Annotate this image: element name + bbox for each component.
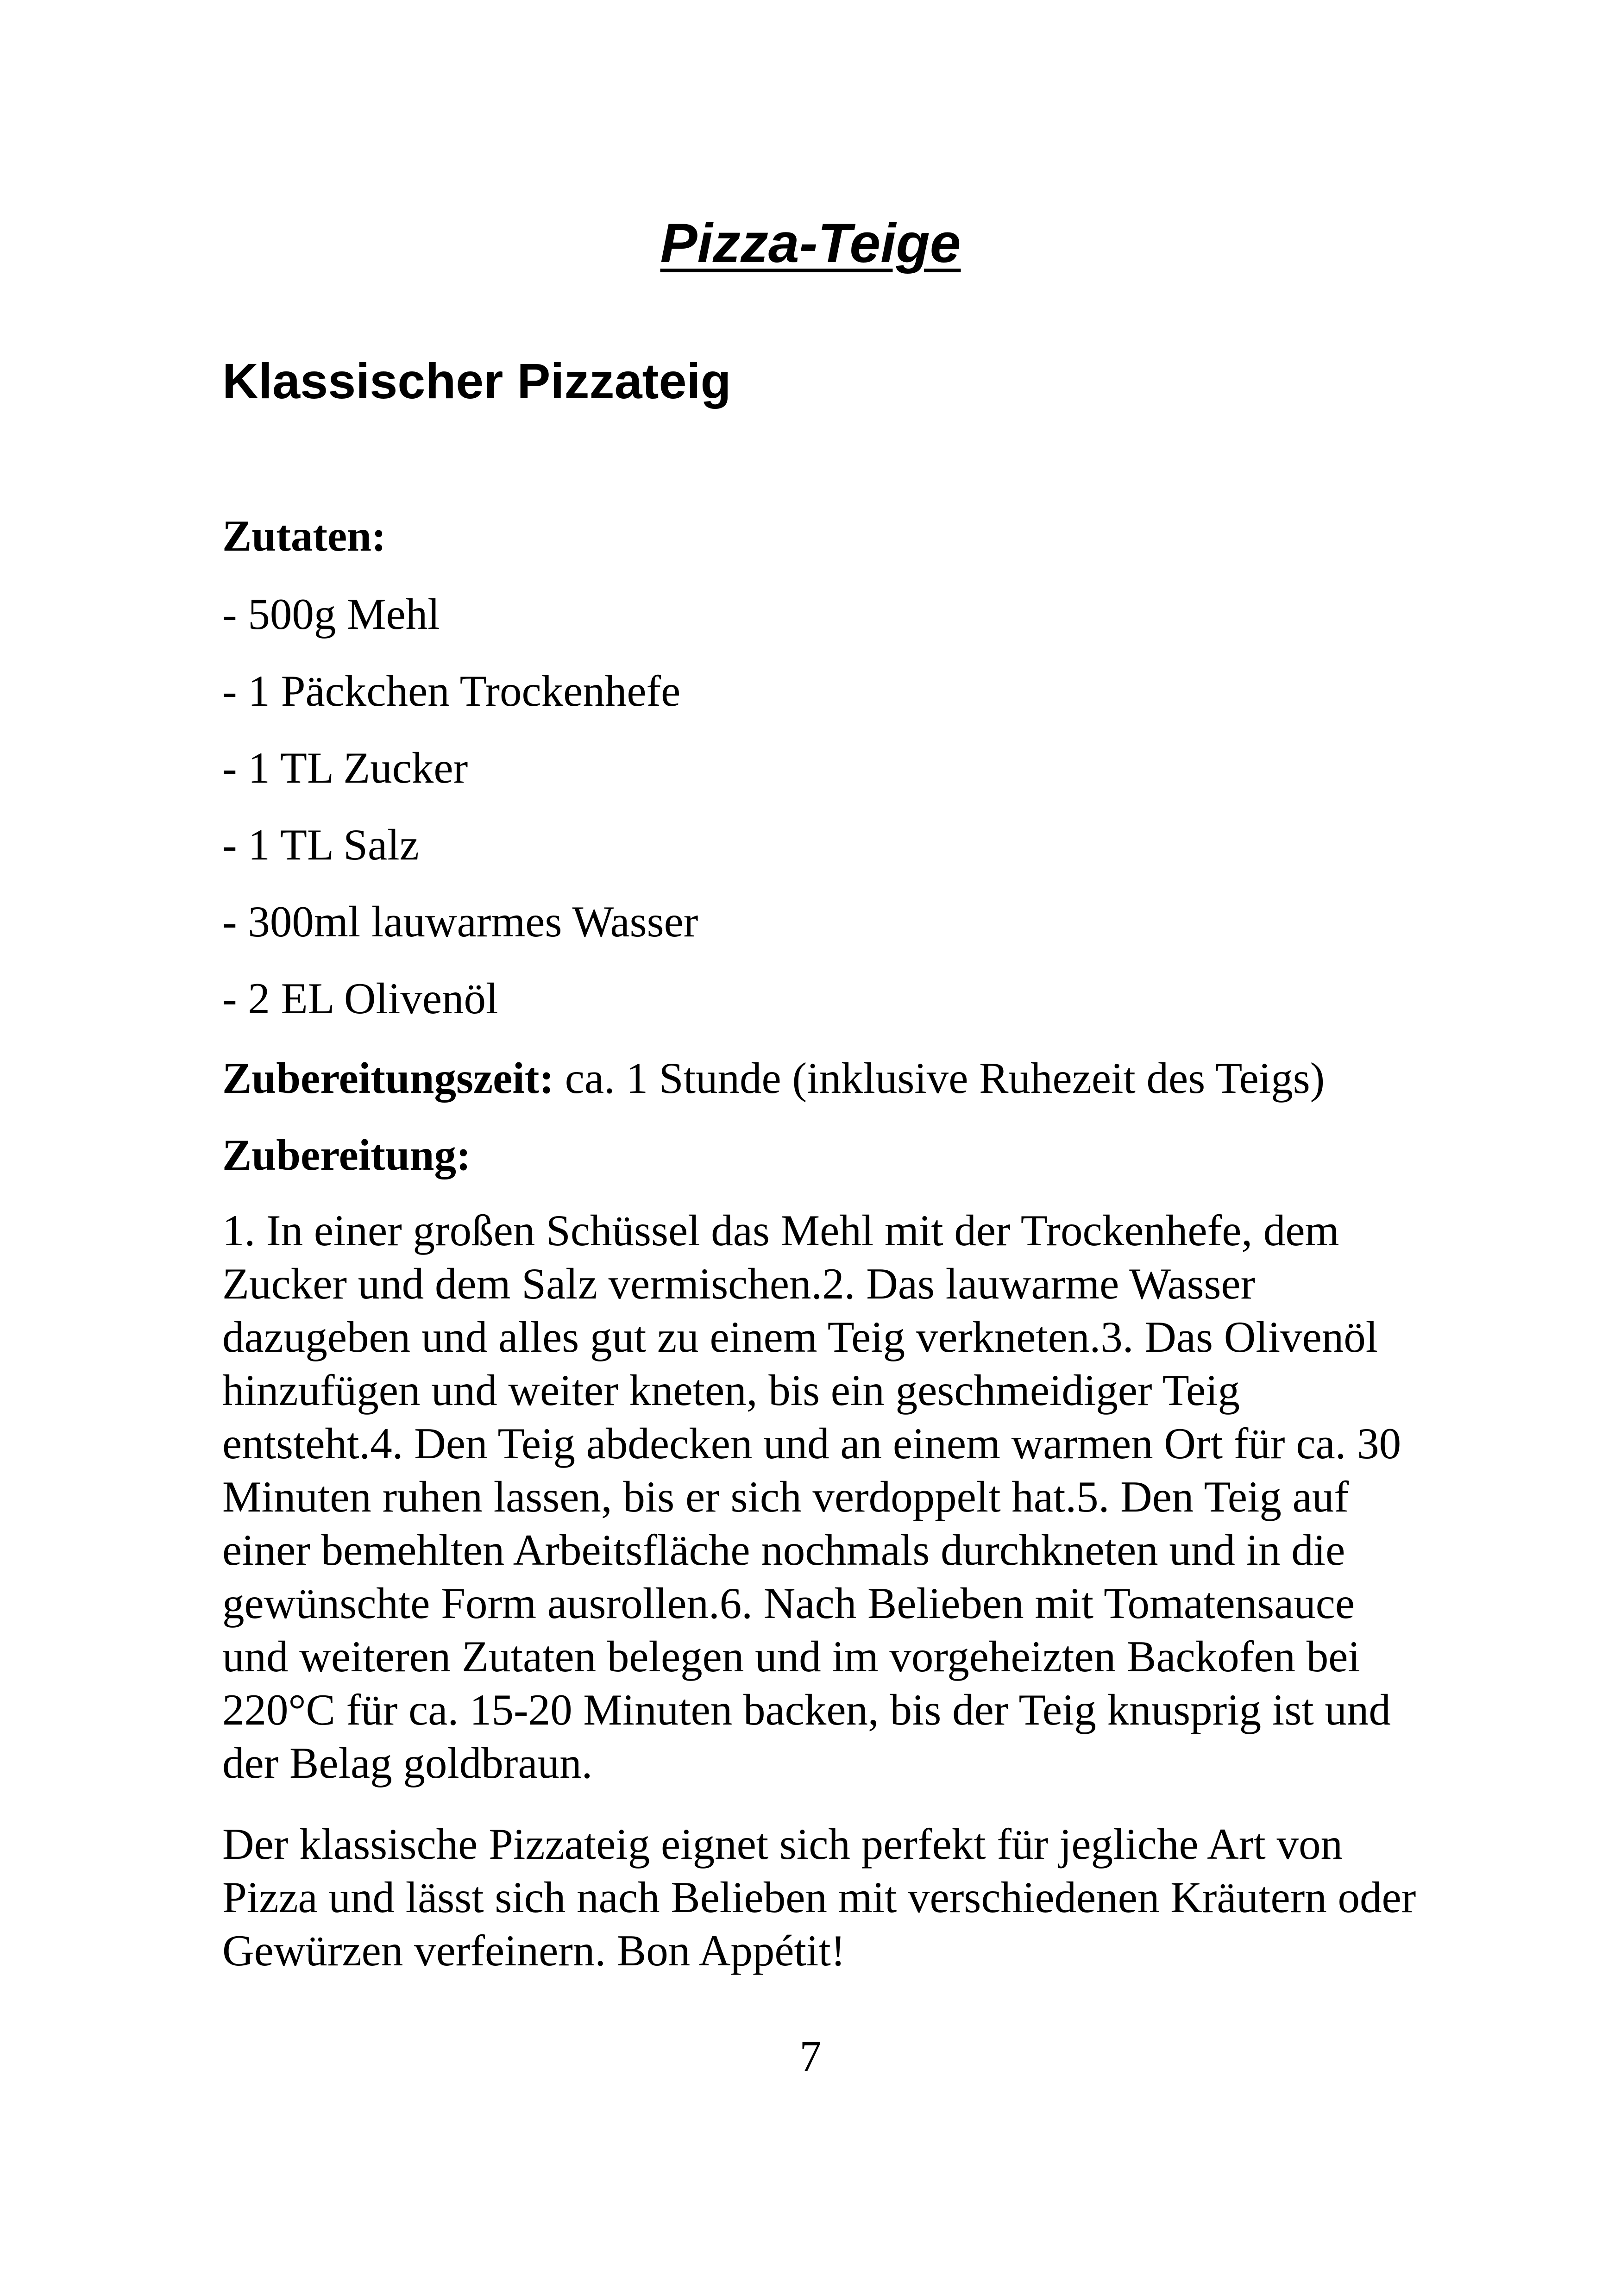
ingredient-item: - 1 TL Zucker (222, 743, 468, 792)
closing-paragraph: Der klassische Pizzateig eignet sich perfekt für jegliche Art von Pizza und lässt sich nach Belieben mit verschiedenen Kräutern oder Gewürzen verfeinern. Bon Appétit! (222, 1819, 1416, 1975)
preparation-steps: 1. In einer großen Schüssel das Mehl mit der Trockenhefe, dem Zucker und dem Salz vermischen.2. Das lauwarme Wasser dazugeben und alles gut zu einem Teig verkneten.3. Das Olivenöl hinzufügen und weiter kneten, bis ein geschmeidiger Teig entsteht.4. Den Teig abdecken und an einem warmen Ort für ca. 30 Minuten ruhen lassen, bis er sich verdoppelt hat.5. Den Teig auf einer bemehlten Arbeitsfläche nochmals durchkneten und in die gewünschte Form ausrollen.6. Nach Belieben mit Tomatensauce und weiteren Zutaten belegen und im vorgeheizten Backofen bei 220°C für ca. 15-20 Minuten backen, bis der Teig knusprig ist und der Belag goldbraun. (222, 1206, 1401, 1788)
ingredient-item: - 500g Mehl (222, 590, 440, 639)
prep-time-label: Zubereitungszeit: (222, 1054, 554, 1103)
prep-time (222, 1050, 1325, 1106)
page-number: 7 (799, 2032, 822, 2081)
ingredient-item: - 1 TL Salz (222, 820, 419, 869)
ingredient-item: - 1 Päckchen Trockenhefe (222, 666, 681, 715)
chapter-title: Pizza-Teige (660, 212, 961, 274)
ingredient-item: - 2 EL Olivenöl (222, 974, 498, 1023)
ingredients-list (222, 586, 698, 1048)
prep-time-value: ca. 1 Stunde (inklusive Ruhezeit des Teigs) (553, 1054, 1325, 1103)
ingredients-label: Zutaten: (222, 511, 386, 560)
preparation-label: Zubereitung: (222, 1130, 471, 1179)
ingredient-item: - 300ml lauwarmes Wasser (222, 897, 698, 946)
recipe-title: Klassischer Pizzateig (222, 353, 731, 409)
